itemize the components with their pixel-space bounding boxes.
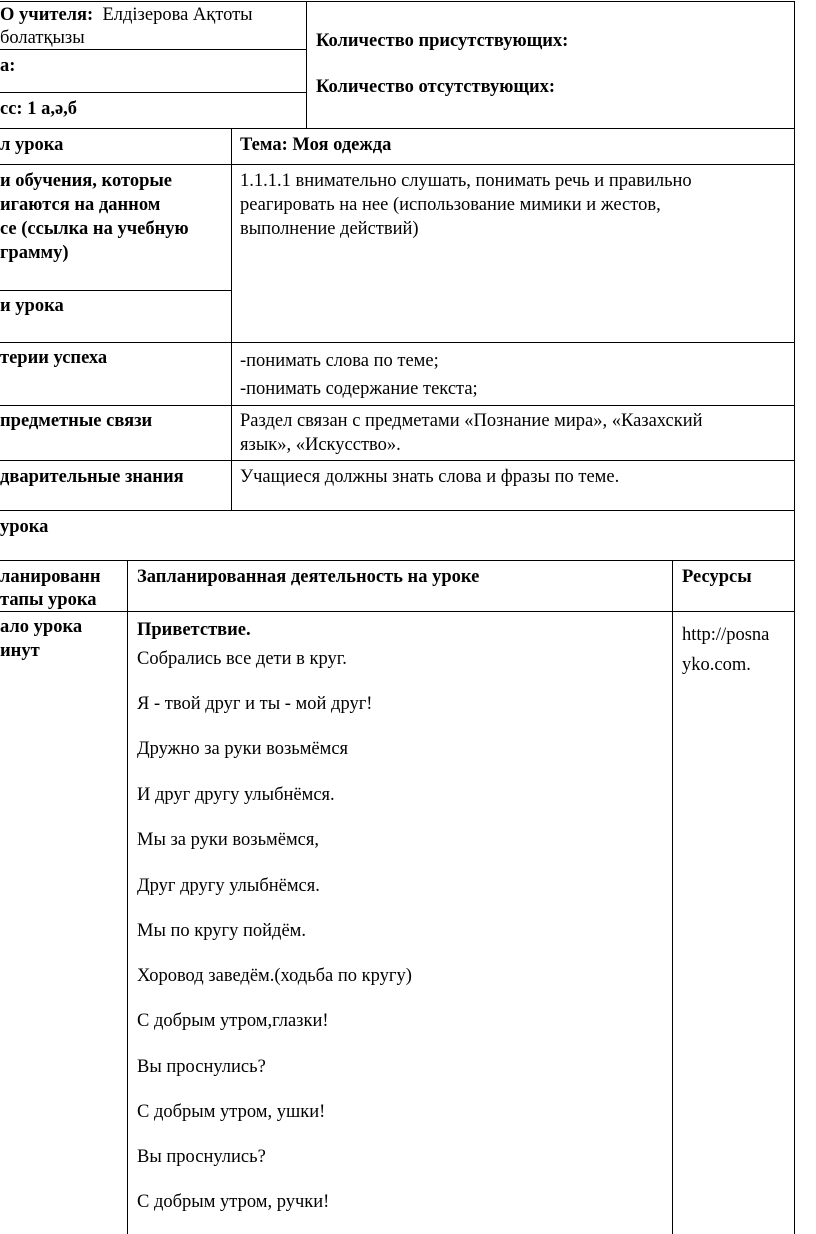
teacher-name-line2: болатқызы [0,28,85,48]
section-label: л урока [0,135,64,155]
criteria-label: терии успеха [0,348,108,368]
interdisciplinary-line: язык», «Искусство». [240,435,401,455]
activity-line: С добрым утром,глазки! [137,1011,329,1031]
absent-count-label: Количество отсутствующих: [316,77,556,97]
activity-line: Вы проснулись? [137,1057,266,1077]
activity-line: Друг другу улыбнёмся. [137,876,320,896]
prior-knowledge-label: дварительные знания [0,467,184,487]
stage-label: ало урока [0,617,83,637]
plan-col3-header: Ресурсы [682,567,752,587]
resource-link[interactable]: yko.com. [682,655,751,675]
prior-knowledge-text: Учащиеся должны знать слова и фразы по теме. [240,467,620,487]
criteria-item: -понимать слова по теме; [240,351,439,371]
goals-text-line: 1.1.1.1 внимательно слушать, понимать речь и правильно [240,171,692,191]
plan-col2-header: Запланированная деятельность на уроке [137,567,480,587]
activity-line: Я - твой друг и ты - мой друг! [137,694,373,714]
goals-label-line: игаются на данном [0,195,161,215]
activity-line: Дружно за руки возьмёмся [137,739,349,759]
goals-label-line: грамму) [0,243,69,263]
goals-label-line: се (ссылка на учебную [0,219,189,239]
row-line-topic [0,128,795,129]
teacher-label: О учителя: [0,5,94,25]
resource-link[interactable]: http://posna [682,625,770,645]
row-line-goals [0,164,795,165]
goals-text-line: реагировать на нее (использование мимики и жестов, [240,195,661,215]
plan-col-divider-2 [672,560,673,1234]
row-line-interdisciplinary [0,405,795,406]
row-line-prior [0,460,795,461]
row-line-criteria [0,342,795,343]
row-line-plan-body [0,611,795,612]
class-label: сс: 1 а,ә,б [0,99,78,119]
lesson-goal-label: и урока [0,296,64,316]
row-line-lesson-goal [0,290,231,291]
header-divider [306,1,307,128]
teacher-name: Елдізерова Ақтоты [102,5,253,25]
course-label: урока [0,517,49,537]
activity-title: Приветствие. [137,620,251,640]
plan-col1-header: тапы урока [0,590,97,610]
date-label: а: [0,56,16,76]
lesson-topic: Тема: Моя одежда [240,135,392,155]
present-count-label: Количество присутствующих: [316,31,569,51]
row-line-plan-header [0,560,795,561]
stage-label: инут [0,641,40,661]
row-line-course [0,510,795,511]
activity-line: Мы по кругу пойдём. [137,921,306,941]
criteria-item: -понимать содержание текста; [240,379,478,399]
teacher-line [0,3,253,27]
goals-label-line: и обучения, которые [0,171,173,191]
activity-line: Мы за руки возьмёмся, [137,830,319,850]
header-line-2 [0,92,307,93]
activity-line: Хоровод заведём.(ходьба по кругу) [137,966,412,986]
table-border-right [794,1,795,1234]
activity-line: С добрым утром, ушки! [137,1102,326,1122]
plan-col-divider-1 [127,560,128,1234]
interdisciplinary-label: предметные связи [0,411,153,431]
info-column-divider [231,128,232,510]
activity-line: И друг другу улыбнёмся. [137,785,335,805]
activity-line: С добрым утром, ручки! [137,1192,330,1212]
interdisciplinary-line: Раздел связан с предметами «Познание мира», «Казахский [240,411,703,431]
activity-line: Собрались все дети в круг. [137,649,347,669]
table-border-top [0,1,795,2]
goals-text-line: выполнение действий) [240,219,419,239]
activity-line: Вы проснулись? [137,1147,266,1167]
plan-col1-header: ланированн [0,567,101,587]
